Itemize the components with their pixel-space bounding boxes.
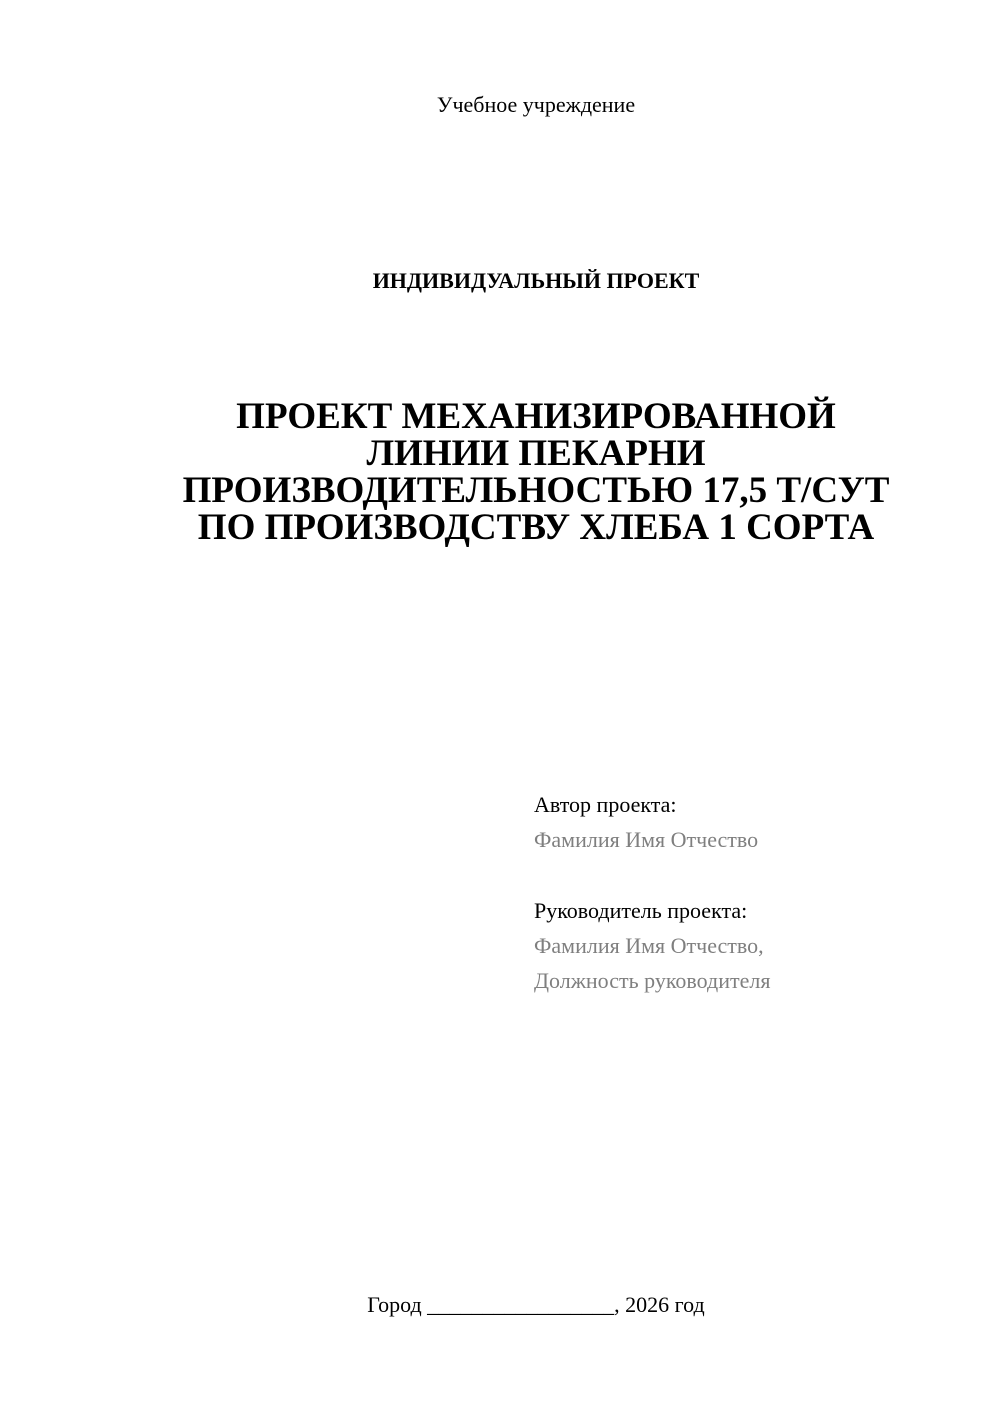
city-year-line: Город _________________, 2026 год xyxy=(367,1292,705,1317)
project-title-line: ЛИНИИ ПЕКАРНИ xyxy=(366,433,706,474)
project-title-line: ПО ПРОИЗВОДСТВУ ХЛЕБА 1 СОРТА xyxy=(197,507,875,548)
supervisor-label: Руководитель проекта: xyxy=(534,898,748,923)
project-info-block xyxy=(534,787,770,998)
spacer xyxy=(534,857,770,893)
document-type: ИНДИВИДУАЛЬНЫЙ ПРОЕКТ xyxy=(372,268,700,293)
supervisor-name: Фамилия Имя Отчество, xyxy=(534,933,764,958)
project-title-line: ПРОИЗВОДИТЕЛЬНОСТЬЮ 17,5 Т/СУТ xyxy=(182,470,890,511)
institution-name: Учебное учреждение xyxy=(436,92,636,117)
supervisor-position: Должность руководителя xyxy=(534,968,771,993)
project-title-line: ПРОЕКТ МЕХАНИЗИРОВАННОЙ xyxy=(236,396,836,437)
author-name: Фамилия Имя Отчество xyxy=(534,827,759,852)
author-label: Автор проекта: xyxy=(534,792,677,817)
project-title xyxy=(0,398,1000,546)
